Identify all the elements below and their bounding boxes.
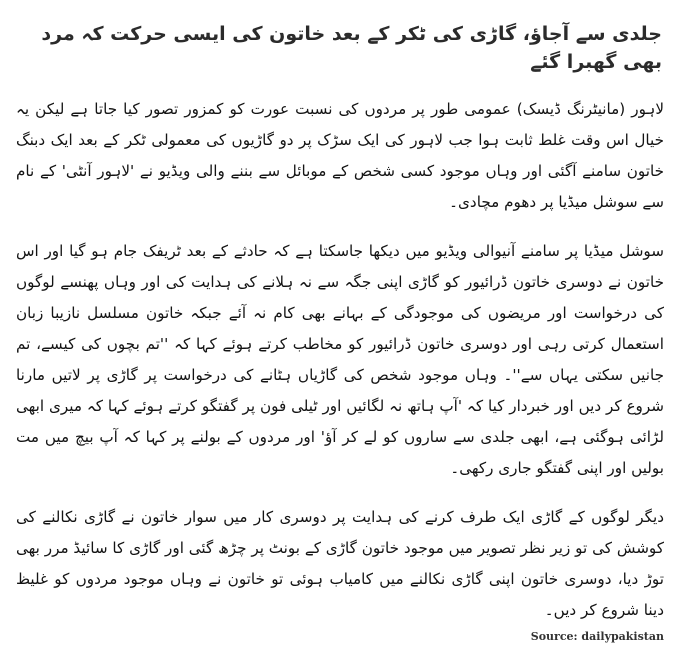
article-paragraph-2: سوشل میڈیا پر سامنے آنیوالی ویڈیو میں دیکھا جاسکتا ہے کہ حادثے کے بعد ٹریفک جام ہو گیا اور اس خاتون نے دوسری خاتون ڈرائیور کو گاڑی اپنی جگہ سے نہ ہلانے کی ہدایت کی اور وہاں پھنسے لوگوں کی درخواست اور مریضوں کی موجودگی کے بہانے بھی کام نہ آئے جبکہ خاتون مسلسل نازیبا زبان استعمال کرتی رہی اور دوسری خاتون ڈرائیور کو مخاطب کرتے ہوئے کہا کہ ''تم بچوں کی کیسے، تم جانیں سکتی یہاں سے''۔ وہاں موجود شخص کی گاڑیاں ہٹانے کی درخواست پر گاڑی پر لاتیں مارنا شروع کر دیں اور خبردار کیا کہ 'آپ ہاتھ نہ لگائیں اور ٹیلی فون پر گفتگو کرتے ہوئے کہا کہ میری ابھی لڑائی ہوگئی ہے، ابھی جلدی سے ساروں کو لے کر آؤ' اور مردوں کے بولنے پر کہا کہ آپ بیچ میں مت بولیں اور اپنی گفتگو جاری رکھی۔ bbox=[16, 242, 664, 477]
article-paragraph-1: لاہور (مانیٹرنگ ڈیسک) عمومی طور پر مردوں کی نسبت عورت کو کمزور تصور کیا جاتا ہے لیکن یہ خیال اس وقت غلط ثابت ہوا جب لاہور کی ایک سڑک پر دو گاڑیوں کی معمولی ٹکر کے بعد ایک دبنگ خاتون سامنے آگئی اور وہاں موجود کسی شخص کے موبائل سے بننے والی ویڈیو نے 'لاہور آنٹی' کے نام سے سوشل میڈیا پر دھوم مچادی۔ bbox=[16, 100, 664, 211]
source-credit: Source: dailypakistan bbox=[530, 630, 664, 643]
article-headline: جلدی سے آجاؤ، گاڑی کی ٹکر کے بعد خاتون کی ایسی حرکت کہ مرد بھی گھبرا گئے bbox=[41, 23, 662, 73]
article-paragraph-3: دیگر لوگوں کے گاڑی ایک طرف کرنے کی ہدایت پر دوسری کار میں سوار خاتون نے گاڑی نکالنے کی کوشش کی تو زیر نظر تصویر میں موجود خاتون گاڑی کے بونٹ پر چڑھ گئی اور گاڑی کا سائیڈ مرر بھی توڑ دیا، دوسری خاتون اپنی گاڑی نکالنے میں کامیاب ہوئی تو خاتون نے وہاں موجود مردوں کو غلیظ دینا شروع کر دیں۔ bbox=[16, 508, 664, 619]
